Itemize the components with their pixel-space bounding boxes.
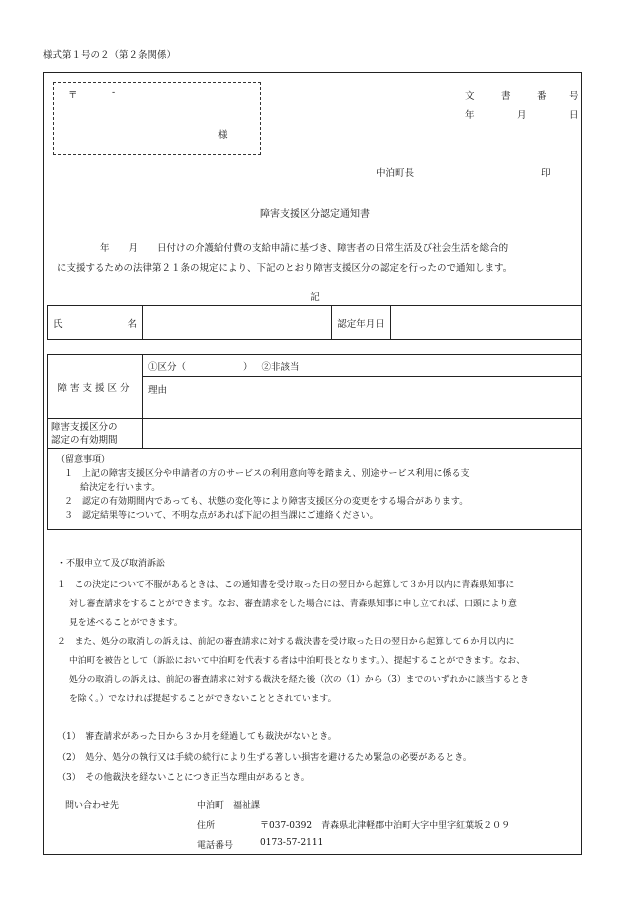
body-line-1: 年 月 日付けの介護給付費の支給申請に基づき、障害者の日常生活及び社会生活を総合的: [100, 243, 509, 254]
ki-label: 記: [310, 292, 320, 303]
contact-phone-label: 電話番号: [197, 841, 234, 851]
contact-address: 〒037-0392 青森県北津軽郡中泊町大字中里字紅葉坂２０９: [260, 821, 511, 831]
name-label-cell: [48, 306, 143, 340]
note-1: １ 上記の障害支援区分や申請者の方のサービスの利用意向等を踏まえ、別途サービス利用に係る支: [64, 469, 470, 479]
date-year: 年: [465, 110, 475, 121]
name-table: [47, 305, 582, 340]
doc-number-char-3: 番: [537, 91, 547, 102]
notes-header: （留意事項）: [56, 455, 111, 465]
appeal-line-1: １ この決定について不服があるときは、この通知書を受け取った日の翌日から起算して３か月以内に青森県知事に: [57, 580, 515, 590]
document-title: 障害支援区分認定通知書: [260, 209, 370, 220]
notes-cell: [48, 449, 582, 530]
doc-number-char-2: 書: [501, 91, 511, 102]
kubun-table: [47, 354, 582, 530]
appeal-line-7: を除く。）でなければ提起することができないこととされています。: [69, 694, 337, 704]
reason-label: 理由: [148, 385, 168, 396]
condition-3: （3） その他裁決を経ないことにつき正当な理由があるとき。: [57, 773, 310, 783]
note-3: ３ 認定結果等について、不明な点があれば下記の担当課にご連絡ください。: [64, 511, 379, 521]
contact-dept: 中泊町 福祉課: [197, 801, 261, 811]
period-label-cell: [48, 419, 143, 449]
appeal-line-3: 見を述べることができます。: [69, 618, 183, 628]
issuer-name: 中泊町長: [376, 168, 415, 179]
contact-label: 問い合わせ先: [65, 801, 120, 811]
note-1-cont: 給決定を行います。: [80, 483, 161, 493]
reason-cell[interactable]: [143, 377, 582, 419]
condition-2: （2） 処分、処分の執行又は手続の続行により生ずる著しい損害を避けるため緊急の必要があるとき。: [57, 753, 472, 763]
kubun-option-1[interactable]: ①区分（ ）: [148, 361, 253, 373]
appeal-header: ・不服申立て及び取消訴訟: [57, 559, 166, 569]
contact-address-label: 住所: [197, 821, 216, 831]
contact-phone: 0173-57-2111: [260, 838, 324, 848]
postal-dash: -: [112, 87, 116, 98]
period-label-1: 障害支援区分の: [51, 421, 118, 433]
name-label-1: 氏: [53, 318, 63, 330]
kubun-options-cell[interactable]: [143, 355, 582, 377]
date-day: 日: [569, 110, 579, 121]
date-month: 月: [517, 110, 527, 121]
cert-date-value[interactable]: [391, 306, 582, 340]
note-2: ２ 認定の有効期間内であっても、状態の変化等により障害支援区分の変更をする場合があります。: [64, 497, 469, 507]
doc-number-char-4: 号: [569, 91, 579, 102]
issuer-seal: 印: [541, 168, 551, 179]
appeal-line-5: 中泊町を被告として（訴訟において中泊町を代表する者は中泊町長となります。）、提起することができます。なお、: [69, 656, 526, 666]
cert-date-label: 認定年月日: [332, 306, 391, 340]
period-label-2: 認定の有効期間: [51, 434, 118, 446]
kubun-option-2[interactable]: ②非該当: [261, 361, 300, 373]
name-label-2: 名: [127, 318, 137, 330]
period-value-cell[interactable]: [143, 419, 582, 449]
appeal-line-6: 処分の取消しの訴えは、前記の審査請求に対する裁決を経た後（次の（1）から（3）までのいずれかに該当するとき: [69, 675, 529, 685]
kubun-row-label: 障害支援区分: [48, 355, 143, 419]
condition-1: （1） 審査請求があった日から３か月を経過しても裁決がないとき。: [57, 732, 337, 742]
sama-label: 様: [218, 130, 228, 141]
name-value-cell[interactable]: [143, 306, 332, 340]
form-label: 様式第１号の２（第２条関係）: [43, 50, 177, 61]
body-line-2: に支援するための法律第２１条の規定により、下記のとおり障害支援区分の認定を行ったので通知します。: [57, 263, 513, 274]
address-box[interactable]: [53, 82, 261, 155]
appeal-line-4: ２ また、処分の取消しの訴えは、前記の審査請求に対する裁決書を受け取った日の翌日から起算して６か月以内に: [57, 637, 515, 647]
appeal-line-2: 対し審査請求をすることができます。なお、審査請求をした場合には、青森県知事に申し立てれば、口頭により意: [69, 599, 517, 609]
postal-mark: 〒: [68, 90, 78, 101]
doc-number-char-1: 文: [465, 91, 475, 102]
